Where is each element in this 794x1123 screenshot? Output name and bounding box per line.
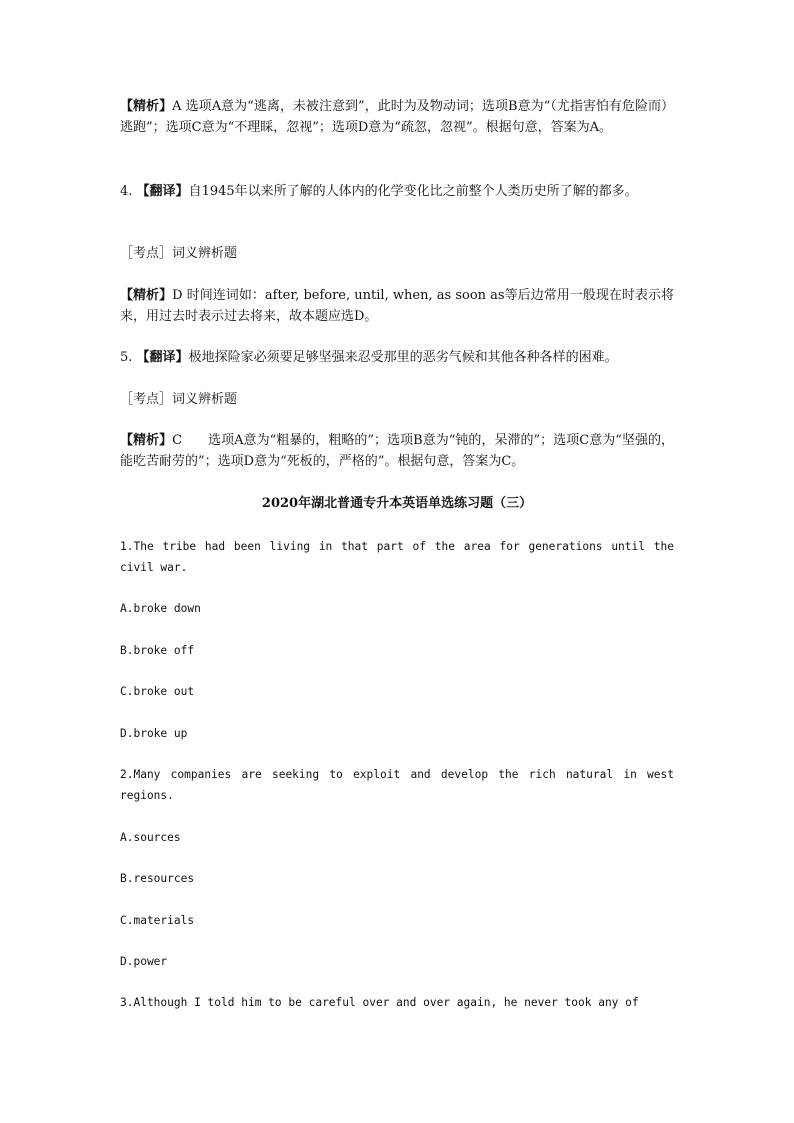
question-1-option-c: C.broke out [120,685,195,698]
question-2-option-b: B.resources [120,872,195,885]
question-2-option-d: D.power [120,955,168,968]
question-2-stem: 2.Many companies are seeking to exploit and develop the rich natural in west regions. [120,768,674,802]
question-1-option-a: A.broke down [120,602,201,615]
translation-paragraph-4 [120,181,674,202]
exam-point-4: ［考点］词义辨析题 [120,246,238,261]
exam-point-5: ［考点］词义辨析题 [120,392,238,407]
question-2-option-c: C.materials [120,914,195,927]
translation-tag: 【翻译】 [136,350,189,365]
item-number: 4. [120,184,133,199]
analysis-paragraph-5 [120,430,674,472]
question-3-stem: 3.Although I told him to be careful over and over again, he never took any of [120,996,639,1009]
question-1-stem: 1.The tribe had been living in that part of the area for generations until the civil war. [120,540,674,574]
analysis-paragraph-4 [120,285,674,327]
translation-tag: 【翻译】 [136,184,189,199]
analysis-text: C 选项A意为“粗暴的，粗略的”；选项B意为“钝的，呆滞的”；选项C意为“坚强的，能吃苦耐劳的”；选项D意为“死板的，严格的”。根据句意，答案为C。 [120,433,674,469]
translation-text: 自1945年以来所了解的人体内的化学变化比之前整个人类历史所了解的都多。 [188,184,638,199]
question-1-option-d: D.broke up [120,727,188,740]
question-1-option-b: B.broke off [120,644,195,657]
analysis-tag: 【精析】 [120,99,173,114]
analysis-text: D 时间连词如：after, before, until, when, as soon as等后边常用一般现在时表示将来，用过去时表示过去将来，故本题应选D。 [120,288,674,324]
analysis-text: A 选项A意为“逃离，未被注意到”，此时为及物动词；选项B意为“（尤指害怕有危险而）逃跑”；选项C意为“不理睬，忽视”；选项D意为“疏忽，忽视”。根据句意，答案为A。 [120,99,674,135]
item-number: 5. [120,350,133,365]
section-title: 2020年湖北普通专升本英语单选练习题（三） [261,496,533,511]
analysis-tag: 【精析】 [120,288,173,303]
analysis-paragraph-3 [120,96,674,138]
analysis-tag: 【精析】 [120,433,173,448]
translation-paragraph-5 [120,347,674,368]
translation-text: 极地探险家必须要足够坚强来忍受那里的恶劣气候和其他各种各样的困难。 [188,350,618,365]
question-2-option-a: A.sources [120,831,181,844]
